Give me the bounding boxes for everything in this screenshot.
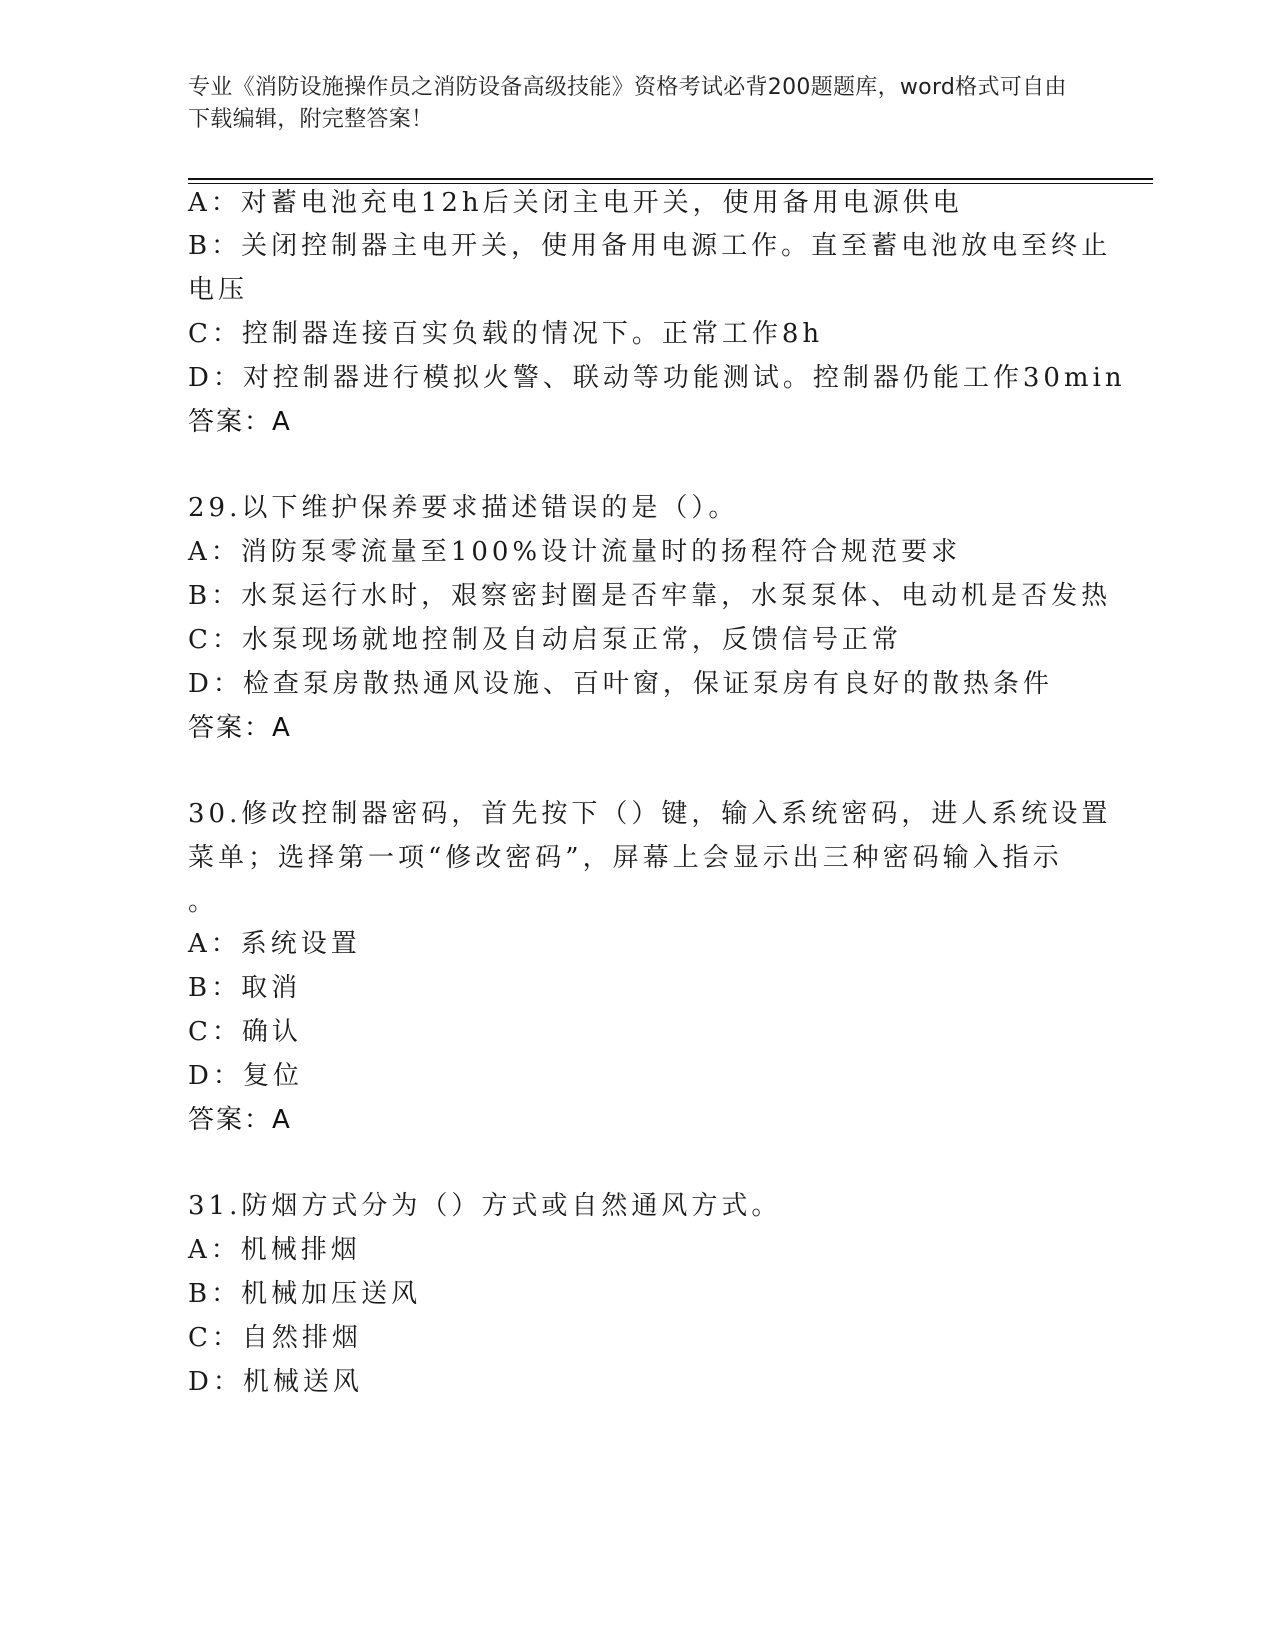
q28-option-b: B：关闭控制器主电开关，使用备用电源工作。直至蓄电池放电至终止	[188, 231, 1112, 261]
q28-option-d: D：对控制器进行模拟火警、联动等功能测试。控制器仍能工作30min	[188, 363, 1126, 393]
q31-option-a: A：机械排烟	[188, 1235, 361, 1265]
header-rule-thick	[188, 178, 1153, 180]
q31-option-d: D：机械送风	[188, 1367, 363, 1397]
q30-stem-cont: 菜单；选择第一项“修改密码”，屏幕上会显示出三种密码输入指示	[188, 843, 1063, 873]
q28-option-b-cont: 电压	[188, 275, 249, 305]
q31-option-c: C：自然排烟	[188, 1323, 362, 1353]
q28-option-c: C：控制器连接百实负载的情况下。正常工作8h	[188, 319, 824, 349]
q29-option-d: D：检查泵房散热通风设施、百叶窗，保证泵房有良好的散热条件	[188, 669, 1053, 699]
document-header: 专业《消防设施操作员之消防设备高级技能》资格考试必背200题题库，word格式可自由下载编辑，附完整答案！	[188, 75, 1067, 132]
q30-option-b: B：取消	[188, 973, 302, 1003]
q28-answer: 答案：A	[188, 407, 292, 437]
q29-answer: 答案：A	[188, 713, 292, 743]
q30-stem: 30.修改控制器密码，首先按下（）键，输入系统密码，进人系统设置	[188, 799, 1112, 829]
q30-stem-end: 。	[188, 887, 219, 917]
q29-option-b: B：水泵运行水时，艰察密封圈是否牢靠，水泵泵体、电动机是否发热	[188, 581, 1112, 611]
q30-answer: 答案：A	[188, 1105, 292, 1135]
q29-option-a: A：消防泵零流量至100%设计流量时的扬程符合规范要求	[188, 537, 962, 567]
q29-stem: 29.以下维护保养要求描述错误的是（）。	[188, 493, 739, 523]
q29-option-c: C：水泵现场就地控制及自动启泵正常，反馈信号正常	[188, 625, 902, 655]
q28-option-a: A：对蓄电池充电12h后关闭主电开关，使用备用电源供电	[188, 188, 963, 218]
q31-stem: 31.防烟方式分为（）方式或自然通风方式。	[188, 1191, 782, 1221]
q30-option-d: D：复位	[188, 1061, 303, 1091]
q30-option-a: A：系统设置	[188, 929, 361, 959]
q31-option-b: B：机械加压送风	[188, 1279, 422, 1309]
q30-option-c: C：确认	[188, 1017, 302, 1047]
